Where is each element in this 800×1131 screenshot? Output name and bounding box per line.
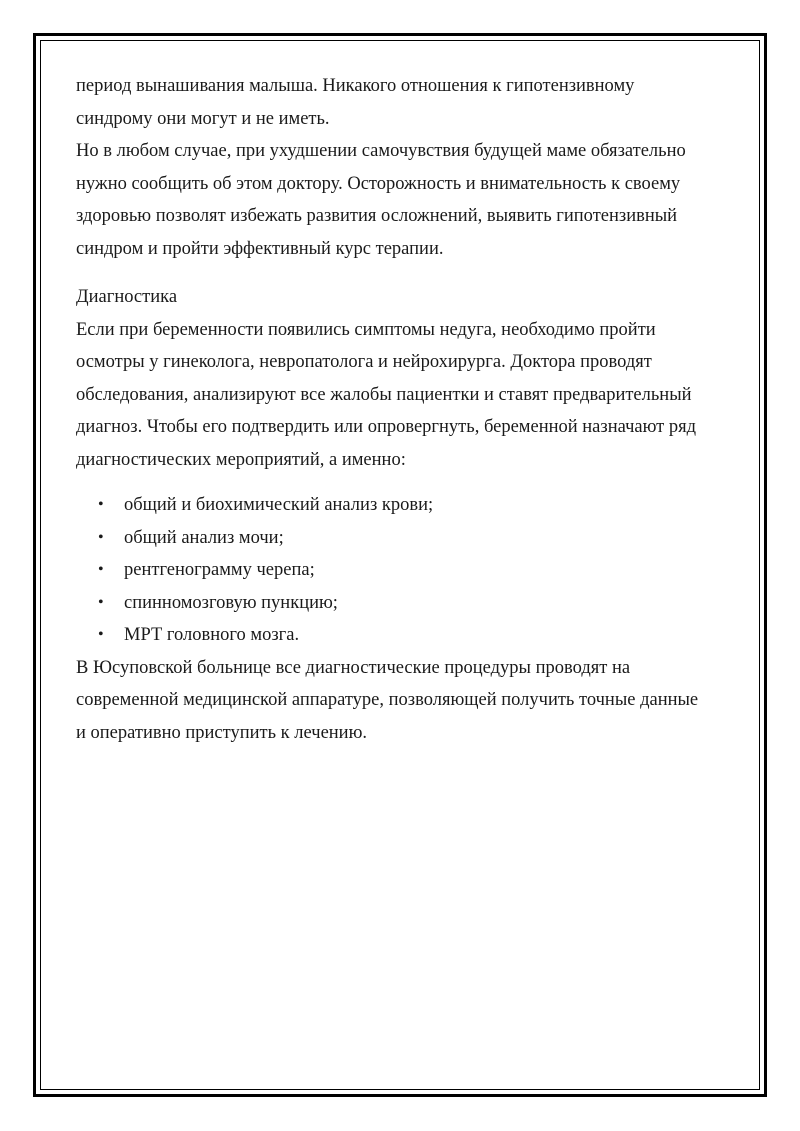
bullet-icon: • bbox=[98, 496, 104, 513]
text-line: Если при беременности появились симптомы недуга, необходимо пройти bbox=[76, 319, 656, 340]
spacer bbox=[76, 265, 736, 281]
text-line: Но в любом случае, при ухудшении самочувствия будущей маме обязательно bbox=[76, 141, 686, 161]
text-line: диагноз. Чтобы его подтвердить или опровергнуть, беременной назначают ряд bbox=[76, 417, 697, 437]
bullet-icon: • bbox=[98, 626, 104, 643]
list-item bbox=[76, 489, 736, 522]
list-item bbox=[76, 587, 736, 620]
diagnostics-list bbox=[76, 489, 736, 652]
text-line: синдрому они могут и не иметь. bbox=[76, 108, 330, 129]
text-line: диагностических мероприятий, а именно: bbox=[76, 449, 406, 470]
text-line: осмотры у гинеколога, невропатолога и нейрохирурга. Доктора проводят bbox=[76, 352, 652, 372]
list-item-text: рентгенограмму черепа; bbox=[124, 560, 315, 580]
list-item bbox=[76, 554, 736, 587]
paragraph-advice bbox=[76, 135, 736, 265]
list-item-text: общий анализ мочи; bbox=[124, 527, 284, 548]
bullet-icon: • bbox=[98, 528, 104, 546]
text-line: здоровью позволят избежать развития осложнений, выявить гипотензивный bbox=[76, 206, 678, 226]
text-line: обследования, анализируют все жалобы пациентки и ставят предварительный bbox=[76, 384, 692, 405]
section-heading: Диагностика bbox=[76, 287, 178, 307]
text-line: и оперативно приступить к лечению. bbox=[76, 722, 368, 743]
list-item bbox=[76, 619, 736, 652]
bullet-icon: • bbox=[98, 593, 104, 611]
paragraph-continuation bbox=[76, 70, 736, 135]
list-item-text: спинномозговую пункцию; bbox=[124, 592, 338, 613]
list-item-text: МРТ головного мозга. bbox=[124, 625, 300, 645]
text-line: нужно сообщить об этом доктору. Осторожность и внимательность к своему bbox=[76, 173, 681, 194]
bullet-icon: • bbox=[98, 561, 104, 578]
paragraph-diagnostics bbox=[76, 314, 736, 477]
list-item bbox=[76, 522, 736, 555]
text-line: синдром и пройти эффективный курс терапии. bbox=[76, 238, 444, 259]
document-body bbox=[76, 70, 736, 749]
paragraph-hospital bbox=[76, 652, 736, 750]
text-line: период вынашивания малыша. Никакого отношения к гипотензивному bbox=[76, 76, 635, 96]
list-item-text: общий и биохимический анализ крови; bbox=[124, 495, 434, 515]
text-line: В Юсуповской больнице все диагностические процедуры проводят на bbox=[76, 657, 631, 678]
text-line: современной медицинской аппаратуре, позволяющей получить точные данные bbox=[76, 690, 699, 710]
